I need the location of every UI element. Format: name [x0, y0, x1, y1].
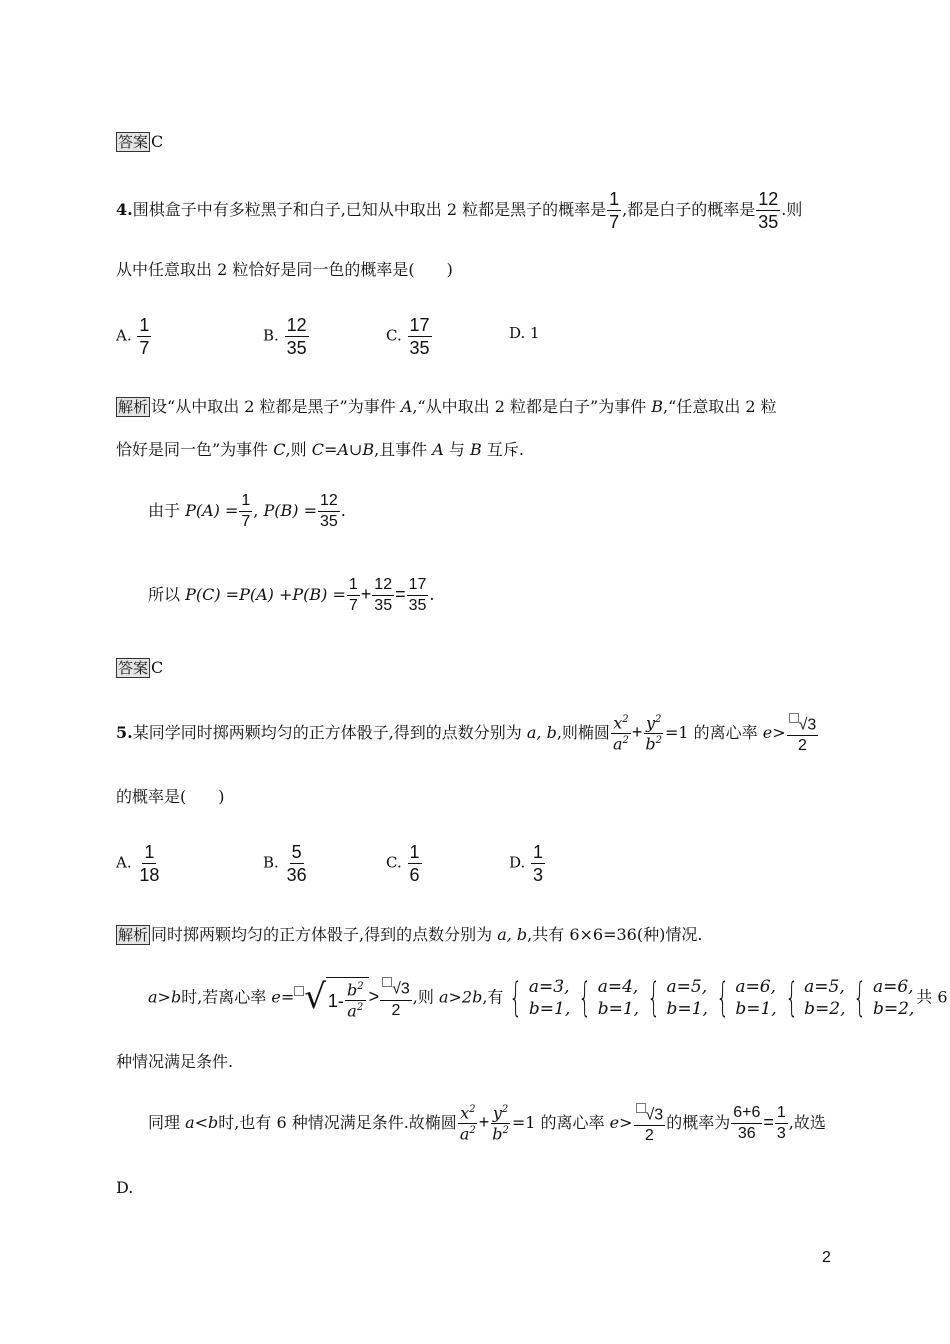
q4-stem-text: ,都是白子的概率是 — [622, 200, 756, 219]
fraction-sum: $\frac{6+6}{36}$ — [733, 1104, 761, 1143]
sqrt-expression: √ 1- $\frac{b^2}{a^2}$ — [304, 977, 368, 1020]
q5-analysis-cont: 种情况满足条件. — [116, 1052, 234, 1071]
analysis-tag: 解析 — [118, 398, 149, 416]
q4-option-b[interactable]: B. $\frac{12}{35}$ — [263, 315, 307, 358]
fraction: $\frac{12}{35}$ — [374, 576, 393, 614]
fraction: $\frac{17}{35}$ — [409, 315, 430, 358]
case-system: { a=4, b=1, — [578, 975, 640, 1021]
fraction-y2-b2: $\frac{y^2}{b^2}$ — [645, 713, 662, 754]
fraction: $\frac{12}{35}$ — [286, 315, 307, 358]
fraction: $\frac{17}{35}$ — [408, 576, 427, 614]
fraction-white: $\frac{12}{35}$ — [758, 189, 779, 232]
q4-stem-line2: 从中任意取出 2 粒恰好是同一色的概率是( ) — [116, 260, 453, 279]
fraction: $\frac{1}{18}$ — [139, 842, 160, 885]
q4-step2: 所以 P(C) =P(A) +P(B) = $\frac{1}{7}$ + $\frac{12}{35}$ = $\frac{17}{35}$ . — [148, 576, 435, 614]
fraction: $\frac{1}{7}$ — [139, 315, 150, 358]
analysis-tag: 解析 — [118, 926, 149, 944]
answer-tag: 答案 — [118, 133, 149, 151]
q4-option-c[interactable]: C. $\frac{17}{35}$ — [386, 315, 430, 358]
fraction-sqrt3-2: $\frac{√3}{2}$ — [380, 977, 412, 1018]
q5-option-a[interactable]: A. $\frac{1}{18}$ — [116, 842, 160, 885]
fraction: $\frac{1}{7}$ — [241, 492, 251, 530]
q4-step1: 由于 P(A) = $\frac{1}{7}$ , P(B) = $\frac{12}{35}$ . — [148, 492, 346, 530]
q5-final: D. — [116, 1178, 134, 1197]
q5-option-b[interactable]: B. $\frac{5}{36}$ — [263, 842, 307, 885]
q4-stem-text: 围棋盒子中有多粒黑子和白子,已知从中取出 2 粒都是黑子的概率是 — [132, 200, 607, 219]
case-system: { a=5, b=1, — [647, 975, 708, 1021]
q4-stem-text: .则 — [781, 200, 803, 219]
q4-answer-line — [116, 658, 163, 678]
fraction-result: $\frac{1}{3}$ — [776, 1104, 786, 1143]
q4-stem-line1 — [116, 190, 802, 231]
q5-stem-line1: 5.某同学同时掷两颗均匀的正方体骰子,得到的点数分别为 a, b,则椭圆 $\frac{x^2}{a^2}$ + $\frac{y^2}{b^2}$ =1 的离心率 e> $\frac{√3}{2}$ — [116, 713, 817, 755]
case-system: { a=6, b=2, — [853, 975, 915, 1021]
q5-stem-line2: 的概率是( ) — [116, 787, 225, 806]
q4-analysis-line2: 恰好是同一色”为事件 C,则 C=A∪B,且事件 A 与 B 互斥. — [116, 440, 524, 459]
fraction: $\frac{1}{6}$ — [409, 842, 420, 885]
case-system: { a=6, b=1, — [716, 975, 777, 1021]
q3-answer-line — [116, 132, 163, 152]
answer-value: C — [151, 132, 164, 151]
q5-analysis-line1: 解析 同时掷两颗均匀的正方体骰子,得到的点数分别为 a, b,共有 6×6=36(种)情况. — [118, 925, 703, 944]
q5-number: 5. — [116, 723, 133, 743]
fraction-sqrt3-2: $\frac{√3}{2}$ — [787, 713, 819, 754]
q4-option-a[interactable]: A. $\frac{1}{7}$ — [116, 315, 150, 358]
placeholder-box-icon — [636, 1103, 646, 1113]
fraction: $\frac{1}{3}$ — [533, 842, 544, 885]
fraction-x2-a2: $\frac{x^2}{a^2}$ — [612, 713, 629, 754]
q5-option-c[interactable]: C. $\frac{1}{6}$ — [386, 842, 420, 885]
placeholder-box-icon — [789, 713, 799, 723]
q5-sym-line: 同理 a<b时,也有 6 种情况满足条件.故椭圆 $\frac{x^2}{a^2}$ + $\frac{y^2}{b^2}$ =1 的离心率 e> $\frac{√3}{2}$ 的概率为 $\frac{6+6}{36}$ = $\frac{1}{3}$ ,故选 — [148, 1103, 826, 1145]
case-system: { a=3, b=1, — [509, 975, 571, 1021]
fraction-y2-b2: $\frac{y^2}{b^2}$ — [492, 1103, 509, 1144]
answer-value: C — [151, 658, 164, 677]
fraction-black: $\frac{1}{7}$ — [609, 189, 620, 232]
q4-analysis-line1: 解析 设“从中取出 2 粒都是黑子”为事件 A,“从中取出 2 粒都是白子”为事件 B,“任意取出 2 粒 — [118, 397, 777, 416]
fraction: $\frac{1}{7}$ — [348, 576, 358, 614]
fraction-x2-a2: $\frac{x^2}{a^2}$ — [459, 1103, 476, 1144]
page-number: 2 — [822, 1249, 831, 1266]
fraction-sqrt3-2: $\frac{√3}{2}$ — [634, 1103, 666, 1144]
q4-number: 4. — [116, 200, 133, 219]
q5-option-d[interactable]: D. $\frac{1}{3}$ — [509, 842, 544, 885]
fraction: $\frac{5}{36}$ — [286, 842, 307, 885]
placeholder-box-icon — [294, 986, 304, 996]
placeholder-box-icon — [382, 977, 392, 987]
fraction: $\frac{12}{35}$ — [319, 492, 338, 530]
q4-option-d[interactable]: D. 1 — [509, 324, 540, 342]
fraction-b2-a2: $\frac{b^2}{a^2}$ — [346, 980, 364, 1021]
q5-case-line: a>b时,若离心率 e= √ 1- $\frac{b^2}{a^2}$ > $\frac{√3}{2}$ ,则 a>2b,有 { a=3, b=1, { a=4, b=1, { a=5, b=1, { a=6, b=1, { a=5, b=2, { a=6, b=2, 共 6 — [148, 975, 948, 1021]
answer-tag: 答案 — [118, 659, 149, 677]
case-system: { a=5, b=2, — [785, 975, 846, 1021]
